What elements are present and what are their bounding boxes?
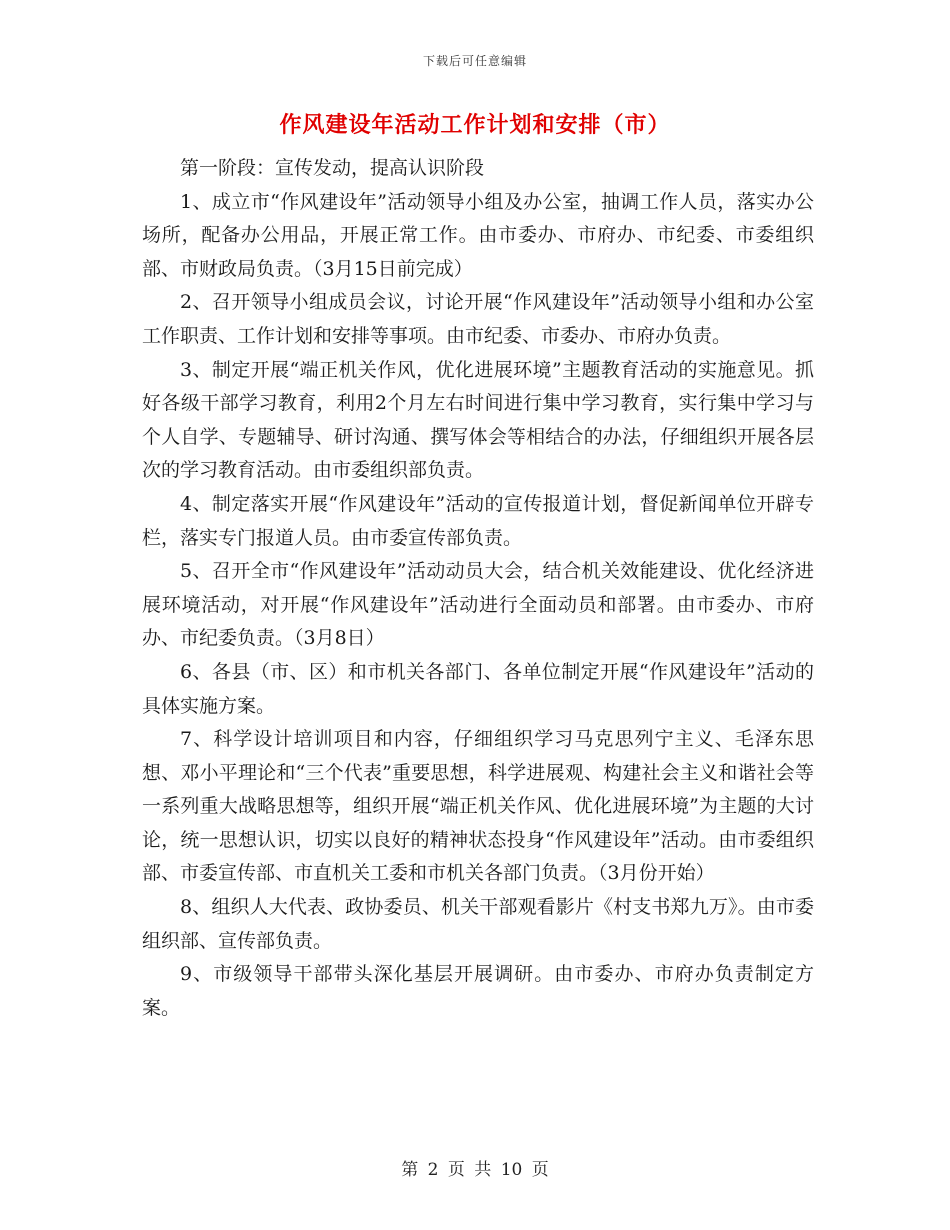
header-note: 下载后可任意编辑 [422, 54, 527, 68]
item-paragraph-3: 3、制定开展“端正机关作风，优化进展环境”主题教育活动的实施意见。抓好各级干部学习教育，利用2个月左右时间进行集中学习教育，实行集中学习与个人自学、专题辅导、研讨沟通、撰写体会等相结合的办法，仔细组织开展各层次的学习教育活动。由市委组织部负责。 [142, 358, 814, 482]
page-footer: 第 2 页 共 10 页 [401, 1160, 549, 1180]
document-title: 作风建设年活动工作计划和安排（市） [279, 112, 671, 138]
stage-heading: 第一阶段：宣传发动，提高认识阶段 [180, 157, 485, 179]
item-paragraph-2: 2、召开领导小组成员会议，讨论开展“作风建设年”活动领导小组和办公室工作职责、工作计划和安排等事项。由市纪委、市委办、市府办负责。 [142, 291, 814, 347]
item-paragraph-6: 6、各县（市、区）和市机关各部门、各单位制定开展“作风建设年”活动的具体实施方案。 [142, 660, 814, 717]
item-paragraph-1: 1、成立市“作风建设年”活动领导小组及办公室，抽调工作人员，落实办公场所，配备办公用品，开展正常工作。由市委办、市府办、市纪委、市委组织部、市财政局负责。（3月15日前完成） [142, 190, 814, 280]
item-paragraph-4: 4、制定落实开展“作风建设年”活动的宣传报道计划，督促新闻单位开辟专栏，落实专门报道人员。由市委宣传部负责。 [142, 492, 814, 549]
document-body [142, 152, 814, 1025]
item-paragraph-7: 7、科学设计培训项目和内容，仔细组织学习马克思列宁主义、毛泽东思想、邓小平理论和“三个代表”重要思想，科学进展观、构建社会主义和谐社会等一系列重大战略思想等，组织开展“端正机关作风、优化进展环境”为主题的大讨论，统一思想认识，切实以良好的精神状态投身“作风建设年”活动。由市委组织部、市委宣传部、市直机关工委和市机关各部门负责。（3月份开始） [142, 728, 814, 885]
item-paragraph-8: 8、组织人大代表、政协委员、机关干部观看影片《村支书郑九万》。由市委组织部、宣传部负责。 [142, 896, 814, 952]
item-paragraph-9: 9、市级领导干部带头深化基层开展调研。由市委办、市府办负责制定方案。 [142, 963, 814, 1019]
item-paragraph-5: 5、召开全市“作风建设年”活动动员大会，结合机关效能建设、优化经济进展环境活动，对开展“作风建设年”活动进行全面动员和部署。由市委办、市府办、市纪委负责。（3月8日） [142, 560, 814, 650]
